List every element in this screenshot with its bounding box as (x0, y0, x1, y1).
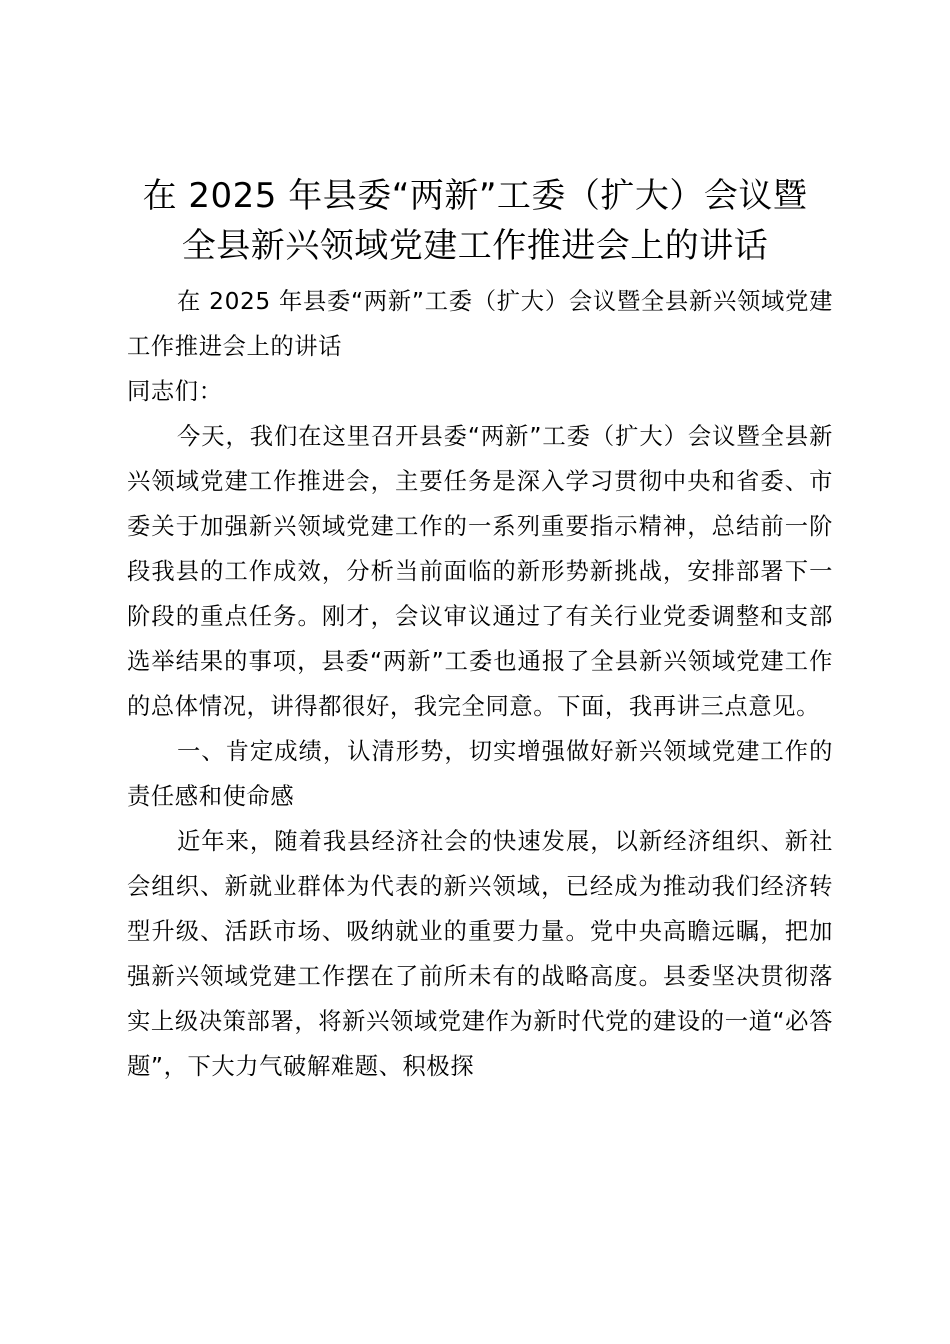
section-heading-1: 一、肯定成绩，认清形势，切实增强做好新兴领域党建工作的责任感和使命感 (127, 738, 833, 810)
salutation-paragraph: 同志们： (127, 378, 223, 405)
body-paragraph: 近年来，随着我县经济社会的快速发展，以新经济组织、新社会组织、新就业群体为代表的新兴领域，已经成为推动我们经济转型升级、活跃市场、吸纳就业的重要力量。党中央高瞻远瞩，把加强新兴领域党建工作摆在了前所未有的战略高度。县委坚决贯彻落实上级决策部署，将新兴领域党建作为新时代党的建设的一道“必答题”，下大力气破解难题、积极探 (127, 828, 833, 1080)
document-body (127, 279, 833, 1089)
intro-paragraph: 今天，我们在这里召开县委“两新”工委（扩大）会议暨全县新兴领域党建工作推进会，主要任务是深入学习贯彻中央和省委、市委关于加强新兴领域党建工作的一系列重要指示精神，总结前一阶段我县的工作成效，分析当前面临的新形势新挑战，安排部署下一阶段的重点任务。刚才，会议审议通过了有关行业党委调整和支部选举结果的事项，县委“两新”工委也通报了全县新兴领域党建工作的总体情况，讲得都很好，我完全同意。下面，我再讲三点意见。 (127, 423, 833, 720)
subtitle-paragraph: 在 2025 年县委“两新”工委（扩大）会议暨全县新兴领域党建工作推进会上的讲话 (127, 288, 833, 360)
document-title-line-1: 在 2025 年县委“两新”工委（扩大）会议暨 (142, 176, 808, 216)
document-title-line-2: 全县新兴领域党建工作推进会上的讲话 (181, 226, 769, 266)
